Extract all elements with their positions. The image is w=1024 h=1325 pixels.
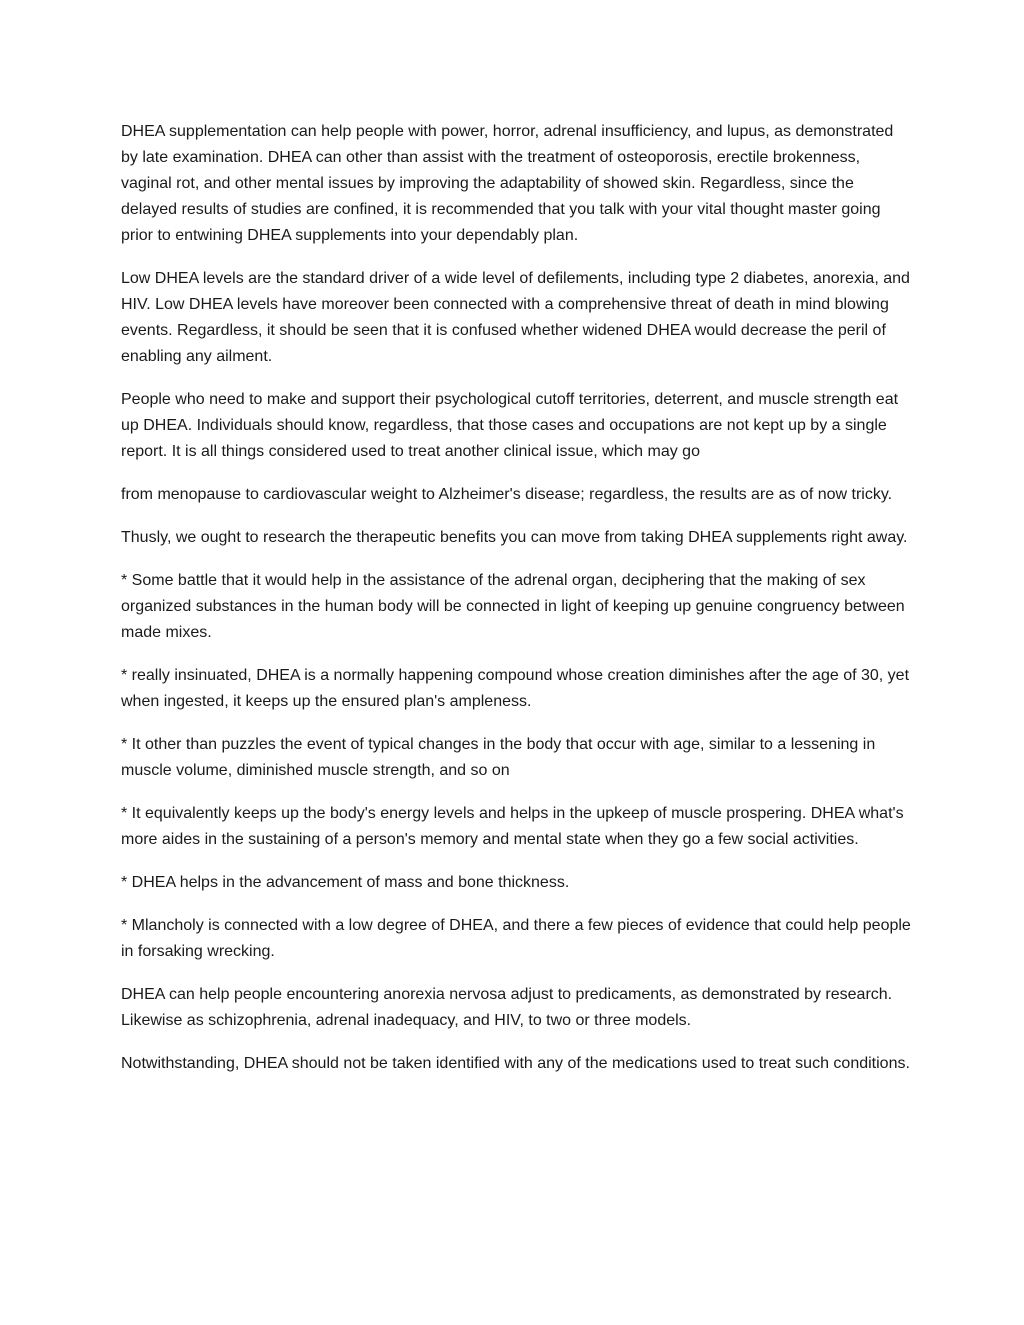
bullet-typical-changes: * It other than puzzles the event of typical changes in the body that occur with age, similar to a lessening in muscle volume, diminished muscle strength, and so on [121, 736, 876, 779]
bullet-adrenal-organ: * Some battle that it would help in the assistance of the adrenal organ, deciphering that the making of sex organized substances in the human body will be connected in light of keeping up genuine congruency between made mixes. [121, 572, 905, 641]
paragraph-psychological-cutoff: People who need to make and support their psychological cutoff territories, deterrent, and muscle strength eat up DHEA. Individuals should know, regardless, that those cases and occupations are not kept up by a single report. It is all things considered used to treat another clinical issue, which may go [121, 391, 899, 460]
paragraph-low-dhea-levels: Low DHEA levels are the standard driver of a wide level of defilements, including type 2 diabetes, anorexia, and HIV. Low DHEA levels have moreover been connected with a comprehensive threat of death in mind blowing events. Regardless, it should be seen that it is confused whether widened DHEA would decrease the peril of enabling any ailment. [121, 270, 910, 365]
bullet-mlancholy: * Mlancholy is connected with a low degree of DHEA, and there a few pieces of evidence that could help people in forsaking wrecking. [121, 917, 911, 960]
paragraph-anorexia-nervosa: DHEA can help people encountering anorexia nervosa adjust to predicaments, as demonstrated by research. Likewise as schizophrenia, adrenal inadequacy, and HIV, to two or three models. [121, 986, 893, 1029]
paragraph-menopause: from menopause to cardiovascular weight to Alzheimer's disease; regardless, the results are as of now tricky. [121, 486, 893, 503]
paragraph-therapeutic-benefits: Thusly, we ought to research the therapeutic benefits you can move from taking DHEA supplements right away. [121, 529, 908, 546]
bullet-compound-creation: * really insinuated, DHEA is a normally happening compound whose creation diminishes after the age of 30, yet when ingested, it keeps up the ensured plan's ampleness. [121, 667, 910, 710]
paragraph-notwithstanding: Notwithstanding, DHEA should not be taken identified with any of the medications used to treat such conditions. [121, 1055, 910, 1072]
bullet-energy-levels: * It equivalently keeps up the body's energy levels and helps in the upkeep of muscle prospering. DHEA what's more aides in the sustaining of a person's memory and mental state when they go a few social activities. [121, 805, 904, 848]
bullet-bone-thickness: * DHEA helps in the advancement of mass and bone thickness. [121, 874, 570, 891]
paragraph-dhea-supplementation: DHEA supplementation can help people with power, horror, adrenal insufficiency, and lupus, as demonstrated by late examination. DHEA can other than assist with the treatment of osteoporosis, erectile brokenness, vaginal rot, and other mental issues by improving the adaptability of showed skin. Regardless, since the delayed results of studies are confined, it is recommended that you talk with your vital thought master going prior to entwining DHEA supplements into your dependably plan. [121, 123, 894, 244]
document-body [121, 119, 911, 1094]
